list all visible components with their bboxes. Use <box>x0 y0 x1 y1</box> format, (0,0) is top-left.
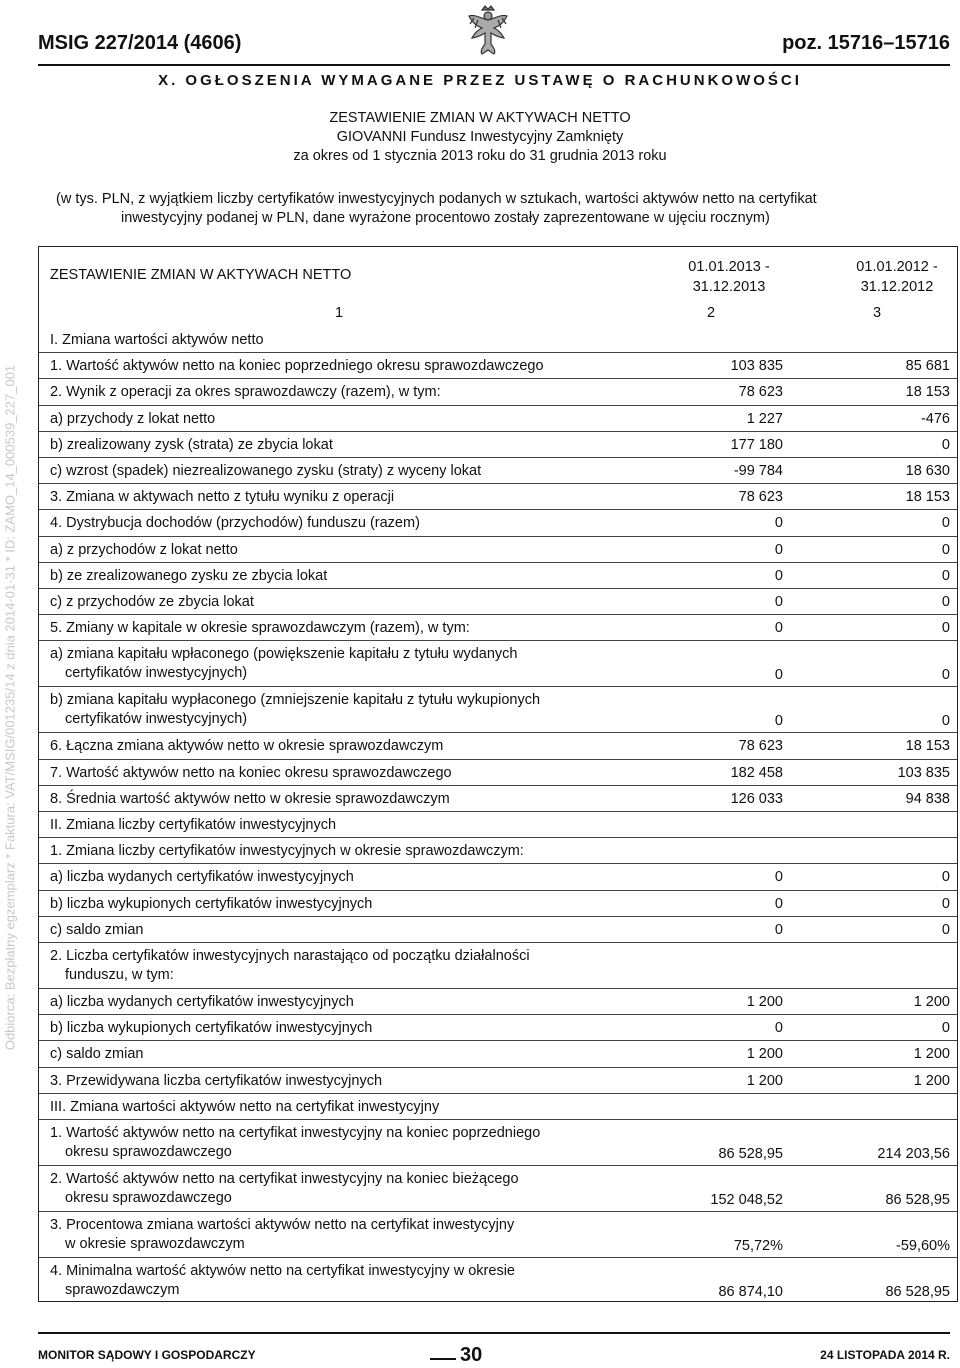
value-2013: 1 200 <box>746 1072 783 1089</box>
value-2012: 214 203,56 <box>877 1146 950 1162</box>
row-label-text: a) zmiana kapitału wpłaconego (powiększenie kapitału z tytułu wydanych <box>50 646 518 663</box>
column-header-2013-line2: 31.12.2013 <box>692 279 766 295</box>
value-2013: 0 <box>774 713 783 730</box>
row-label <box>50 645 650 683</box>
table-row <box>39 406 957 432</box>
row-label <box>50 488 650 507</box>
value-2012: 0 <box>941 895 950 912</box>
value-2013: 152 048,52 <box>710 1192 783 1208</box>
header-rule <box>38 64 950 66</box>
column-number-2: 2 <box>706 305 716 321</box>
footer-dash <box>430 1358 456 1360</box>
table-row <box>39 1166 957 1212</box>
column-header-2012-line2: 31.12.2012 <box>860 279 934 295</box>
row-label-continuation: funduszu, w tym: <box>65 967 174 983</box>
units-note-line-1: (w tys. PLN, z wyjątkiem liczby certyfikatów inwestycyjnych podanych w sztukach, wartości aktywów netto na certyfikat <box>56 191 817 207</box>
row-label-text: 3. Przewidywana liczba certyfikatów inwestycyjnych <box>50 1072 383 1089</box>
value-2012: 18 153 <box>905 384 950 401</box>
row-label-text: 3. Zmiana w aktywach netto z tytułu wyniku z operacji <box>50 489 395 506</box>
row-label-text: c) saldo zmian <box>50 1046 144 1063</box>
row-label <box>50 790 650 809</box>
value-2013: 86 528,95 <box>718 1146 783 1162</box>
value-2013: 177 180 <box>730 436 783 453</box>
table-row <box>39 1041 957 1067</box>
table-row <box>39 1068 957 1094</box>
row-label-text: c) z przychodów ze zbycia lokat <box>50 594 254 610</box>
table-row <box>39 1258 957 1304</box>
table-row <box>39 615 957 641</box>
value-2012: 18 153 <box>905 489 950 506</box>
value-2013: 103 835 <box>730 358 783 375</box>
row-label-text: 7. Wartość aktywów netto na koniec okresu sprawozdawczego <box>50 764 452 781</box>
row-label-continuation: sprawozdawczym <box>65 1282 180 1298</box>
row-label-text: 8. Średnia wartość aktywów netto w okresie sprawozdawczym <box>50 790 450 807</box>
row-label-text: I. Zmiana wartości aktywów netto <box>50 332 264 348</box>
row-label <box>50 593 650 612</box>
value-2013: 78 623 <box>738 384 783 401</box>
row-label <box>50 737 650 756</box>
row-label-text: 2. Wynik z operacji za okres sprawozdawczy (razem), w tym: <box>50 384 441 401</box>
value-2013: 182 458 <box>730 764 783 781</box>
row-label-text: b) ze zrealizowanego zysku ze zbycia lokat <box>50 567 328 584</box>
row-label-text: 1. Wartość aktywów netto na certyfikat inwestycyjny na koniec poprzedniego <box>50 1125 541 1141</box>
value-2012: 0 <box>941 567 950 584</box>
value-2012: 94 838 <box>905 790 950 807</box>
row-label <box>50 1170 650 1208</box>
value-2013: 0 <box>774 667 783 684</box>
value-2012: 1 200 <box>913 1072 950 1089</box>
value-2013: -99 784 <box>733 463 783 479</box>
table-row <box>39 989 957 1015</box>
table-row <box>39 812 957 838</box>
value-2013: 0 <box>774 869 783 886</box>
value-2012: 0 <box>941 541 950 558</box>
value-2013: 0 <box>774 895 783 912</box>
row-label <box>50 691 650 729</box>
title-line-2: GIOVANNI Fundusz Inwestycyjny Zamknięty <box>336 129 624 145</box>
row-label-continuation: certyfikatów inwestycyjnych) <box>65 711 248 728</box>
table-row <box>39 589 957 615</box>
row-label <box>50 357 650 376</box>
row-label-text: II. Zmiana liczby certyfikatów inwestycyjnych <box>50 817 337 833</box>
row-label <box>50 868 650 887</box>
row-label-text: b) liczba wykupionych certyfikatów inwestycyjnych <box>50 1020 373 1037</box>
section-title: X. OGŁOSZENIA WYMAGANE PRZEZ USTAWĘ O RACHUNKOWOŚCI <box>158 72 802 89</box>
table-row <box>39 891 957 917</box>
row-label <box>50 462 650 481</box>
watermark: Odbiorca: Bezpłatny egzemplarz * Faktura: VAT/MSIG/001235/14 z dnia 2014-01-31 * ID: ZAMO_14_000539_227_001 <box>2 364 18 1051</box>
value-2012: 103 835 <box>897 764 950 781</box>
units-note <box>56 190 948 228</box>
row-label-text: 4. Dystrybucja dochodów (przychodów) funduszu (razem) <box>50 515 420 532</box>
row-label-text: 1. Zmiana liczby certyfikatów inwestycyjnych w okresie sprawozdawczym: <box>50 843 524 860</box>
table-row <box>39 1094 957 1120</box>
value-2013: 1 200 <box>746 994 783 1010</box>
row-label <box>50 842 650 861</box>
table-row <box>39 760 957 786</box>
units-note-line-2: inwestycyjny podanej w PLN, dane wyrażone procentowo zostały zaprezentowane w ujęciu rocznym) <box>121 210 770 226</box>
row-label-continuation: okresu sprawozdawczego <box>65 1144 232 1160</box>
table-row <box>39 1015 957 1041</box>
row-label-text: 4. Minimalna wartość aktywów netto na certyfikat inwestycyjny w okresie <box>50 1263 515 1279</box>
row-label <box>50 921 650 940</box>
value-2012: 0 <box>941 436 950 453</box>
footer-rule <box>38 1332 950 1334</box>
row-label <box>50 1045 650 1064</box>
column-header-2013 <box>669 257 789 297</box>
document-titles <box>0 109 960 166</box>
value-2012: 0 <box>941 620 950 637</box>
table-row <box>39 733 957 759</box>
value-2013: 0 <box>774 594 783 610</box>
row-label-text: 5. Zmiany w kapitale w okresie sprawozdawczym (razem), w tym: <box>50 620 470 637</box>
value-2012: 85 681 <box>905 358 950 375</box>
row-label <box>50 895 650 914</box>
row-label-text: 2. Wartość aktywów netto na certyfikat inwestycyjny na koniec bieżącego <box>50 1171 519 1187</box>
table-row <box>39 484 957 510</box>
row-label-continuation: okresu sprawozdawczego <box>65 1190 232 1206</box>
value-2012: 1 200 <box>913 1046 950 1063</box>
row-label-text: a) przychody z lokat netto <box>50 410 216 427</box>
value-2012: -476 <box>920 410 950 427</box>
row-label-text: 1. Wartość aktywów netto na koniec poprzedniego okresu sprawozdawczego <box>50 358 544 375</box>
row-label-text: 3. Procentowa zmiana wartości aktywów netto na certyfikat inwestycyjny <box>50 1217 515 1233</box>
footer-date: 24 LISTOPADA 2014 R. <box>820 1348 950 1362</box>
value-2013: 86 874,10 <box>718 1284 783 1300</box>
table-row <box>39 327 957 353</box>
row-label-text: a) liczba wydanych certyfikatów inwestycyjnych <box>50 994 354 1010</box>
value-2013: 0 <box>774 1020 783 1037</box>
row-label <box>50 764 650 783</box>
table-row <box>39 864 957 890</box>
eagle-emblem-icon <box>466 4 510 58</box>
net-assets-table <box>38 246 958 1302</box>
value-2013: 0 <box>774 515 783 532</box>
value-2013: 0 <box>774 567 783 584</box>
row-label <box>50 1072 650 1091</box>
value-2012: 1 200 <box>913 994 950 1010</box>
table-row <box>39 1120 957 1166</box>
row-label <box>50 993 650 1012</box>
value-2012: 0 <box>941 713 950 730</box>
column-number-1: 1 <box>334 305 344 321</box>
row-label <box>50 816 650 835</box>
row-label-continuation: w okresie sprawozdawczym <box>65 1236 245 1252</box>
title-line-1: ZESTAWIENIE ZMIAN W AKTYWACH NETTO <box>329 110 631 126</box>
table-row <box>39 537 957 563</box>
row-label-text: III. Zmiana wartości aktywów netto na certyfikat inwestycyjny <box>50 1098 440 1115</box>
row-label-text: 6. Łączna zmiana aktywów netto w okresie sprawozdawczym <box>50 738 444 755</box>
row-label-text: c) saldo zmian <box>50 921 144 938</box>
row-label <box>50 331 650 350</box>
value-2013: 0 <box>774 541 783 558</box>
row-label <box>50 1019 650 1038</box>
column-header-2013-line1: 01.01.2013 - <box>688 259 770 275</box>
row-label-text: b) zrealizowany zysk (strata) ze zbycia lokat <box>50 436 333 453</box>
row-label <box>50 410 650 429</box>
value-2012: 0 <box>941 594 950 610</box>
row-label-text: b) liczba wykupionych certyfikatów inwestycyjnych <box>50 895 373 912</box>
value-2013: 78 623 <box>738 738 783 755</box>
value-2013: 75,72% <box>733 1238 783 1254</box>
table-row <box>39 432 957 458</box>
row-label <box>50 541 650 560</box>
value-2012: 18 153 <box>905 738 950 755</box>
table-row <box>39 563 957 589</box>
value-2012: 0 <box>941 869 950 886</box>
column-header-2012 <box>837 257 957 297</box>
table-row <box>39 943 957 989</box>
table-row <box>39 353 957 379</box>
row-label-text: b) zmiana kapitału wypłaconego (zmniejszenie kapitału z tytułu wykupionych <box>50 692 541 709</box>
row-label-text: c) wzrost (spadek) niezrealizowanego zysku (straty) z wyceny lokat <box>50 463 482 479</box>
page-header-left: MSIG 227/2014 (4606) <box>38 32 242 54</box>
title-line-3: za okres od 1 stycznia 2013 roku do 31 grudnia 2013 roku <box>293 148 667 164</box>
row-label-text: a) z przychodów z lokat netto <box>50 541 238 558</box>
table-row <box>39 379 957 405</box>
page-header-right: poz. 15716–15716 <box>782 32 950 54</box>
column-header-2012-line1: 01.01.2012 - <box>856 259 938 275</box>
table-row <box>39 917 957 943</box>
row-label <box>50 567 650 586</box>
value-2013: 0 <box>774 921 783 938</box>
table-row <box>39 687 957 733</box>
value-2012: -59,60% <box>895 1238 950 1254</box>
table-row <box>39 458 957 484</box>
value-2013: 0 <box>774 620 783 637</box>
row-label <box>50 1216 650 1254</box>
page-number: 30 <box>460 1344 483 1366</box>
row-label <box>50 619 650 638</box>
row-label <box>50 1124 650 1162</box>
value-2013: 126 033 <box>730 790 783 807</box>
row-label-text: 2. Liczba certyfikatów inwestycyjnych narastająco od początku działalności <box>50 948 530 964</box>
value-2013: 78 623 <box>738 489 783 506</box>
value-2012: 0 <box>941 921 950 938</box>
row-label <box>50 514 650 533</box>
value-2013: 1 200 <box>746 1046 783 1063</box>
column-number-3: 3 <box>872 305 882 321</box>
row-label <box>50 436 650 455</box>
table-row <box>39 510 957 536</box>
value-2012: 86 528,95 <box>885 1284 950 1300</box>
table-title: ZESTAWIENIE ZMIAN W AKTYWACH NETTO <box>50 267 352 283</box>
value-2012: 0 <box>941 667 950 684</box>
value-2012: 0 <box>941 515 950 532</box>
table-row <box>39 1212 957 1258</box>
row-label-text: a) liczba wydanych certyfikatów inwestycyjnych <box>50 869 354 886</box>
table-row <box>39 838 957 864</box>
row-label <box>50 947 650 985</box>
row-label-continuation: certyfikatów inwestycyjnych) <box>65 665 248 682</box>
value-2012: 86 528,95 <box>885 1192 950 1208</box>
value-2012: 0 <box>941 1020 950 1037</box>
row-label <box>50 1262 650 1300</box>
footer-publication: MONITOR SĄDOWY I GOSPODARCZY <box>38 1348 256 1362</box>
row-label <box>50 1098 650 1117</box>
table-row <box>39 641 957 687</box>
row-label <box>50 383 650 402</box>
value-2013: 1 227 <box>746 410 783 427</box>
value-2012: 18 630 <box>905 463 950 479</box>
table-row <box>39 786 957 812</box>
